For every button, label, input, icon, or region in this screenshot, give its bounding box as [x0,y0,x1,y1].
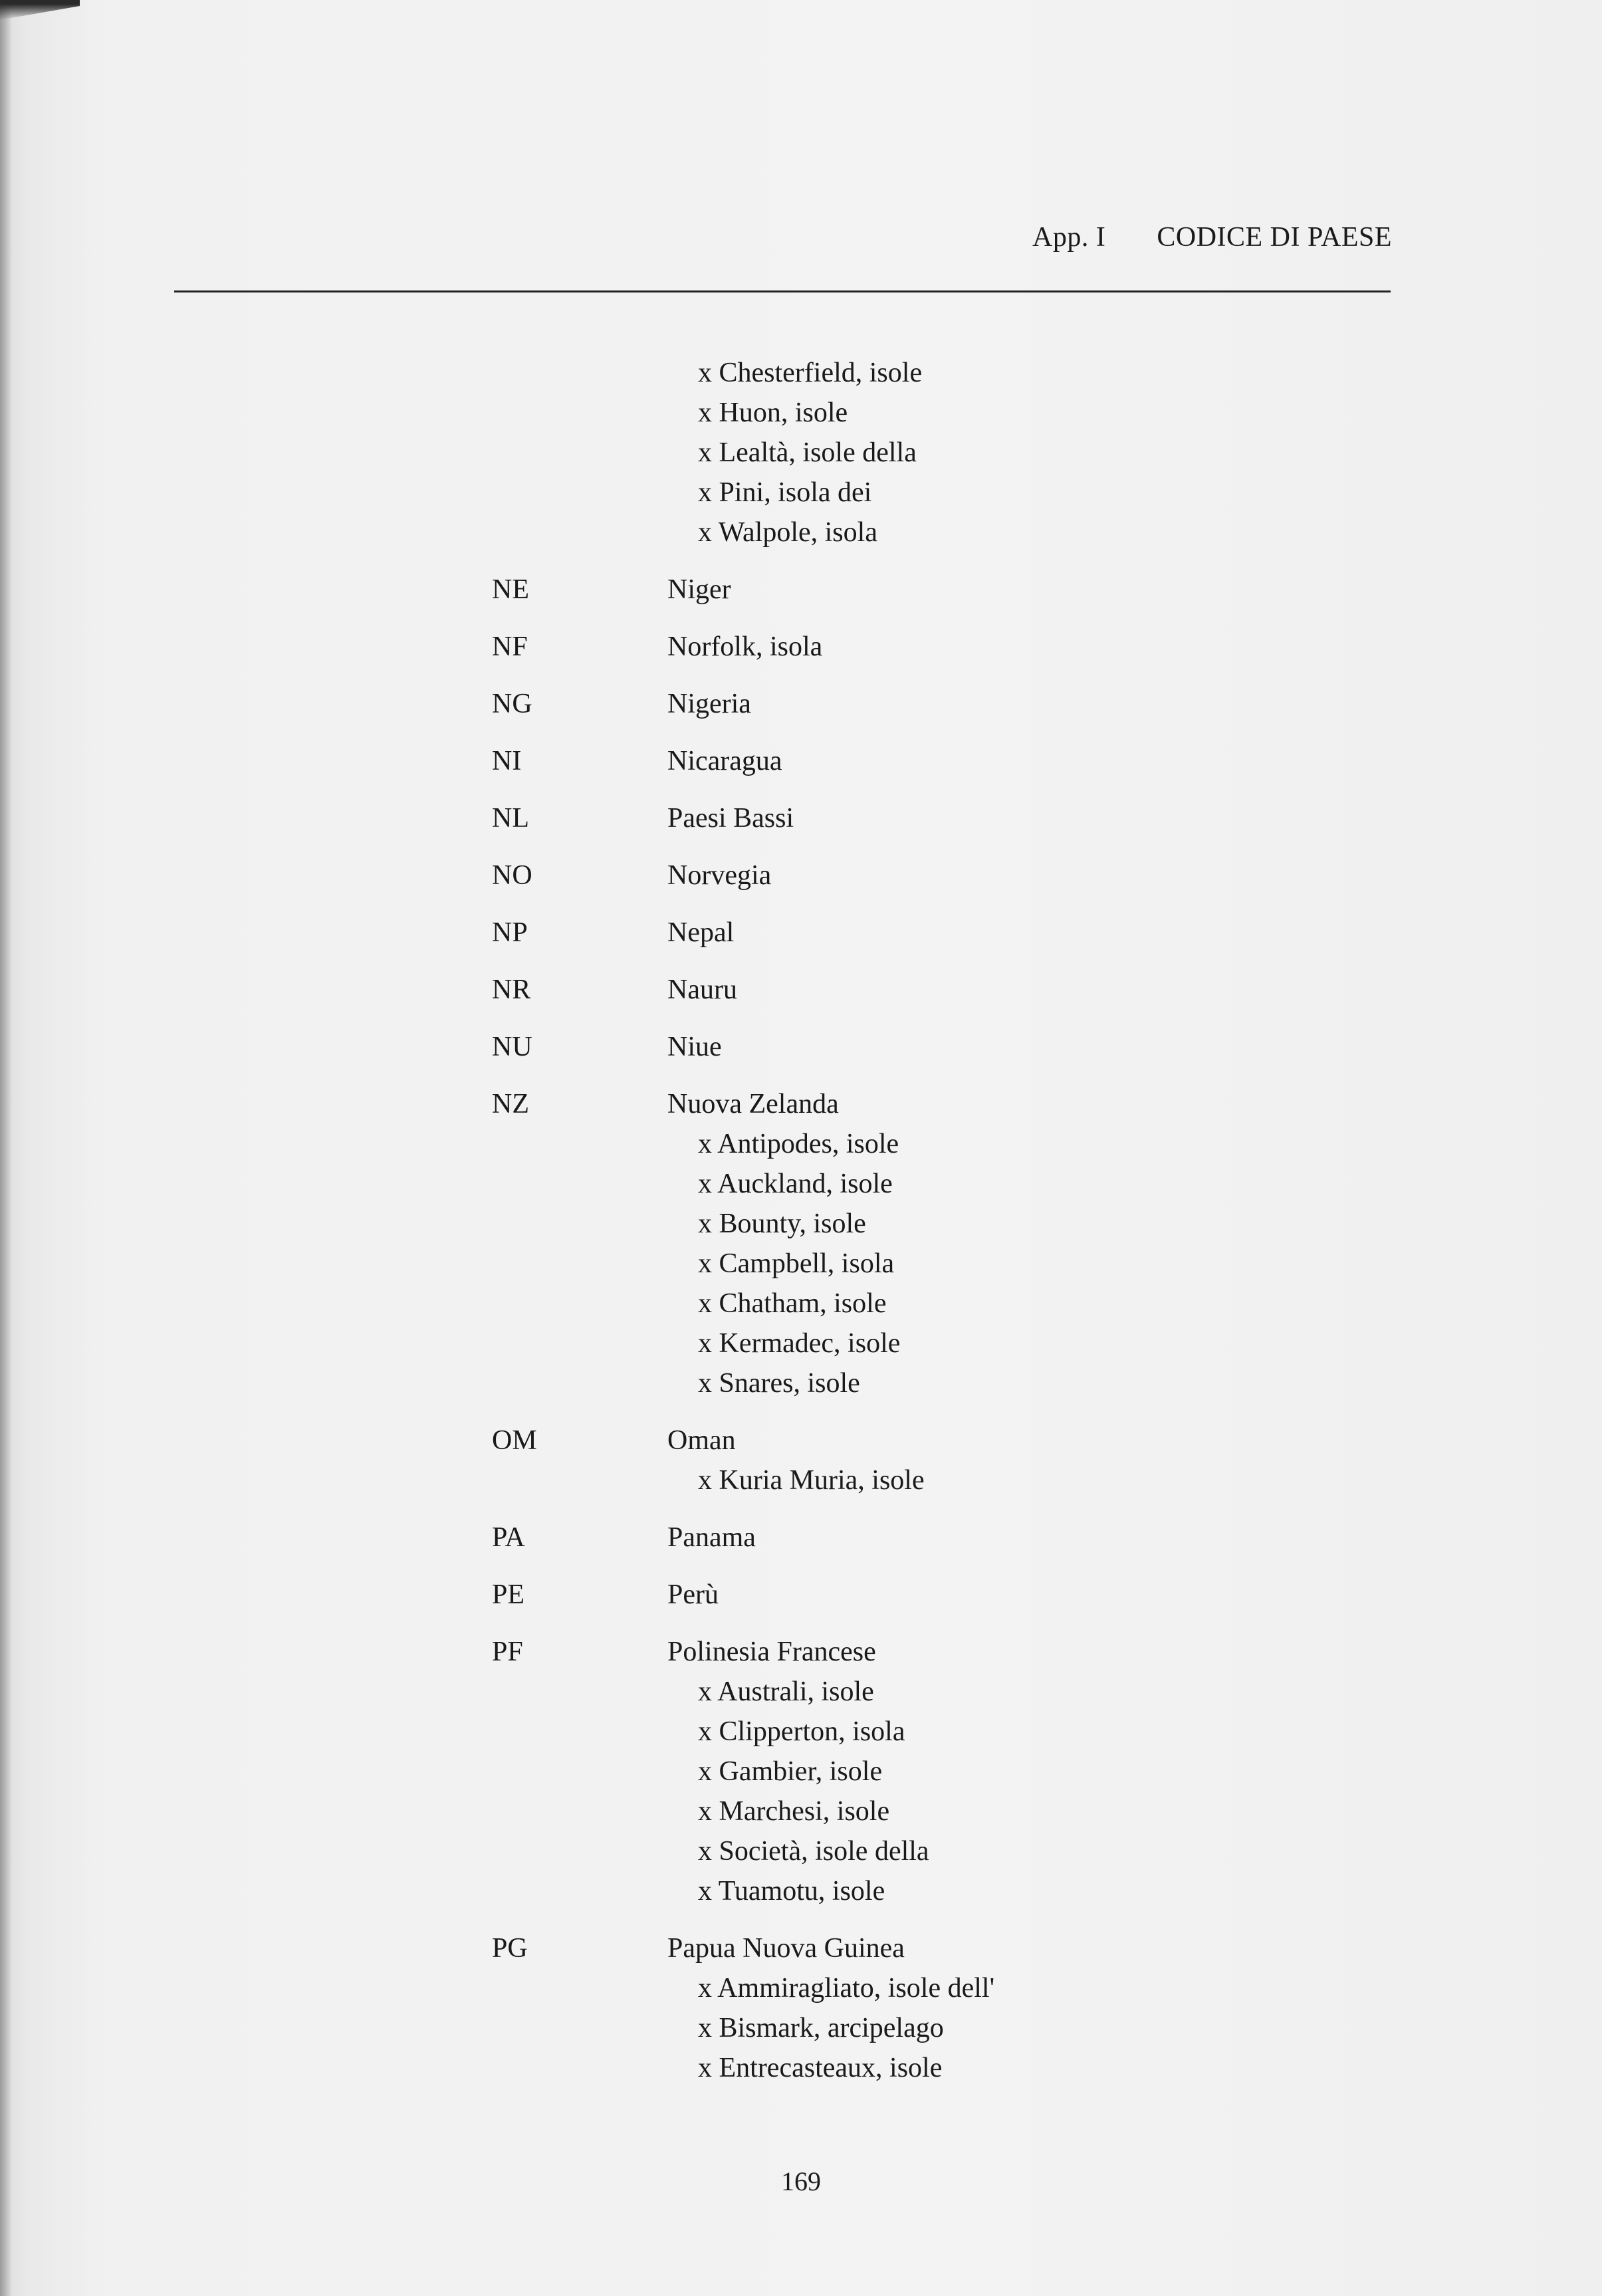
territory-see-reference: x Ammiragliato, isole dell' [698,1973,995,2004]
territory-see-reference: x Kermadec, isole [698,1328,901,1359]
territory-see-reference: x Entrecasteaux, isole [698,2053,943,2083]
country-code: PE [492,1579,525,1610]
country-name: Panama [667,1522,756,1553]
country-name: Nicaragua [667,746,782,776]
country-code: NE [492,574,529,605]
territory-see-reference: x Huon, isole [698,398,848,428]
country-code: NF [492,631,528,662]
country-name: Oman [667,1425,736,1456]
country-code: NL [492,803,529,834]
country-name: Niue [667,1032,722,1062]
country-name: Papua Nuova Guinea [667,1933,905,1964]
running-head-section: App. I [1032,222,1106,253]
country-name: Norvegia [667,860,772,891]
territory-see-reference: x Società, isole della [698,1836,929,1867]
country-code: NZ [492,1089,529,1119]
territory-see-reference: x Snares, isole [698,1368,860,1399]
territory-see-reference: x Kuria Muria, isole [698,1465,925,1496]
country-name: Nuova Zelanda [667,1089,839,1119]
territory-see-reference: x Gambier, isole [698,1756,883,1787]
territory-see-reference: x Clipperton, isola [698,1716,905,1747]
territory-see-reference: x Australi, isole [698,1676,874,1707]
country-code: NG [492,689,532,719]
country-code: NI [492,746,522,776]
country-name: Norfolk, isola [667,631,823,662]
country-name: Nigeria [667,689,751,719]
running-head-title: CODICE DI PAESE [1157,222,1392,253]
page-number: 169 [781,2166,821,2196]
country-name: Niger [667,574,731,605]
country-code: PF [492,1637,523,1667]
territory-see-reference: x Chesterfield, isole [698,358,923,388]
country-code: OM [492,1425,537,1456]
country-code: PG [492,1933,528,1964]
country-code: PA [492,1522,525,1553]
territory-see-reference: x Campbell, isola [698,1248,895,1279]
territory-see-reference: x Auckland, isole [698,1169,893,1199]
territory-see-reference: x Chatham, isole [698,1288,887,1319]
country-code: NO [492,860,532,891]
territory-see-reference: x Antipodes, isole [698,1129,899,1159]
country-code: NP [492,917,528,948]
country-name: Polinesia Francese [667,1637,876,1667]
territory-see-reference: x Bounty, isole [698,1208,866,1239]
territory-see-reference: x Lealtà, isole della [698,437,917,468]
country-name: Paesi Bassi [667,803,794,834]
country-code: NR [492,975,531,1005]
territory-see-reference: x Walpole, isola [698,517,877,548]
country-name: Nauru [667,975,737,1005]
territory-see-reference: x Bismark, arcipelago [698,2013,944,2043]
country-name: Perù [667,1579,719,1610]
territory-see-reference: x Pini, isola dei [698,477,872,508]
country-name: Nepal [667,917,735,948]
country-code: NU [492,1032,532,1062]
territory-see-reference: x Marchesi, isole [698,1796,890,1827]
territory-see-reference: x Tuamotu, isole [698,1876,885,1906]
